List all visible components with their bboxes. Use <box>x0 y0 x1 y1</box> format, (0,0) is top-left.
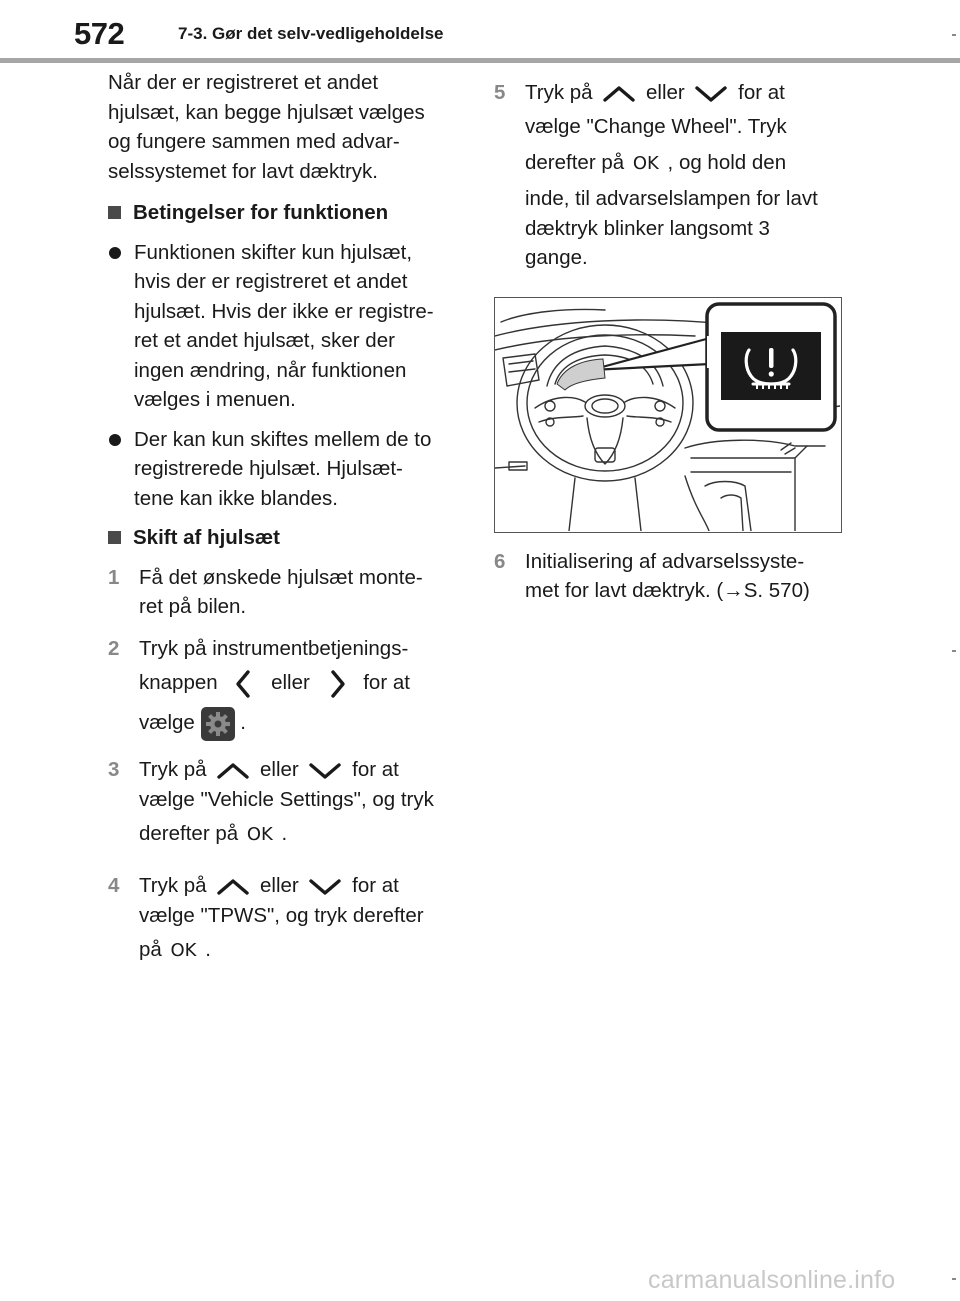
step-3 <box>108 755 460 855</box>
step-text: Tryk på <box>139 874 207 897</box>
step-number: 1 <box>108 565 120 589</box>
step-line: dæktryk blinker langsomt 3 <box>525 216 770 240</box>
step-line: Initialisering af advarselssyste- <box>525 549 805 573</box>
step-1 <box>108 563 460 622</box>
chevron-down-icon <box>304 760 346 782</box>
chevron-right-icon <box>316 669 358 699</box>
step-line: inde, til advarselslampen for lavt <box>525 187 818 210</box>
step-text: knappen <box>139 671 218 694</box>
ok-button-label: OK <box>246 824 273 845</box>
step-line <box>139 703 460 743</box>
bullet-line: Funktionen skifter kun hjulsæt, <box>134 240 413 264</box>
intro-line: hjulsæt, kan begge hjulsæt vælges <box>108 100 425 124</box>
chevron-up-icon <box>212 760 254 782</box>
step-text: eller <box>646 81 685 104</box>
step-line <box>139 930 460 971</box>
bullet-dot-icon <box>109 434 121 446</box>
crop-mark <box>952 34 956 36</box>
left-column <box>108 68 460 983</box>
step-line: gange. <box>525 246 588 269</box>
step-line <box>525 143 846 184</box>
crop-mark <box>952 650 956 652</box>
tire-pressure-warning-icon <box>721 332 821 400</box>
subheading-conditions <box>108 198 460 228</box>
reference-arrow-icon: → <box>723 579 744 602</box>
step-5 <box>494 78 846 273</box>
bullet-line: vælges i menuen. <box>134 388 296 411</box>
step-4 <box>108 871 460 971</box>
step-line: ret på bilen. <box>139 595 247 618</box>
step-line <box>139 814 460 855</box>
step-line: Tryk på instrumentbetjenings- <box>139 636 409 660</box>
dashboard-illustration <box>494 297 842 533</box>
chevron-down-icon <box>690 83 732 105</box>
step-line: vælge "TPWS", og tryk derefter <box>139 903 424 927</box>
subheading-switch <box>108 523 460 553</box>
step-number: 4 <box>108 874 120 897</box>
bullet-dot-icon <box>109 247 121 259</box>
step-text: eller <box>260 874 299 897</box>
step-line <box>525 78 846 108</box>
step-line: vælge "Vehicle Settings", og tryk <box>139 787 434 811</box>
bullet-line: hvis der er registreret et andet <box>134 270 408 293</box>
intro-paragraph <box>108 68 460 186</box>
chevron-up-icon <box>212 876 254 898</box>
watermark: carmanualsonline.info <box>648 1266 896 1294</box>
ok-button-label: OK <box>170 940 197 961</box>
gear-icon <box>201 707 235 741</box>
step-line <box>139 871 460 901</box>
step-text: met for lavt dæktryk. ( <box>525 579 724 602</box>
step-line <box>139 663 460 703</box>
step-number: 6 <box>494 549 506 573</box>
step-text: . <box>281 822 288 845</box>
step-text: vælge <box>139 711 195 734</box>
intro-line: Når der er registreret et andet <box>108 71 379 94</box>
step-text: på <box>139 938 162 961</box>
bullet-line: ingen ændring, når funktionen <box>134 358 407 382</box>
step-text: derefter på <box>139 822 239 845</box>
header-rule <box>0 58 960 63</box>
step-text: for at <box>352 874 399 897</box>
step-text: Tryk på <box>139 758 207 781</box>
step-number: 2 <box>108 636 120 660</box>
step-line: Få det ønskede hjulsæt monte- <box>139 565 423 589</box>
step-text: eller <box>260 758 299 781</box>
step-text: S. 570) <box>743 579 810 602</box>
intro-line: og fungere sammen med advar- <box>108 130 400 153</box>
subheading-text: Betingelser for funktionen <box>133 201 389 224</box>
bullet-item <box>108 238 460 415</box>
step-text: eller <box>271 671 310 694</box>
bullet-line: ret et andet hjulsæt, sker der <box>134 329 395 352</box>
bullet-line: tene kan ikke blandes. <box>134 486 338 510</box>
bullet-line: registrerede hjulsæt. Hjulsæt- <box>134 457 403 480</box>
step-line <box>139 755 460 785</box>
step-text: for at <box>352 758 399 781</box>
step-number: 3 <box>108 758 120 781</box>
bullet-line: hjulsæt. Hvis der ikke er registre- <box>134 299 434 323</box>
step-text: . <box>240 711 246 734</box>
step-text: derefter på <box>525 151 625 174</box>
bullet-line: Der kan kun skiftes mellem de to <box>134 427 432 451</box>
step-line: vælge "Change Wheel". Tryk <box>525 114 787 138</box>
page-number: 572 <box>74 16 125 51</box>
chevron-left-icon <box>223 669 265 699</box>
step-text: Tryk på <box>525 81 593 104</box>
step-line <box>525 576 846 606</box>
step-2 <box>108 634 460 744</box>
section-title: 7-3. Gør det selv-vedligeholdelse <box>178 24 444 43</box>
intro-line: selssystemet for lavt dæktryk. <box>108 159 378 183</box>
step-number: 5 <box>494 81 506 104</box>
step-text: . <box>205 938 211 961</box>
bullet-item <box>108 425 460 514</box>
steering-wheel-drawing <box>495 298 840 531</box>
square-bullet-icon <box>108 206 121 219</box>
step-text: for at <box>738 81 785 104</box>
crop-mark <box>952 1278 956 1280</box>
chevron-down-icon <box>304 876 346 898</box>
step-6 <box>494 547 846 606</box>
ok-button-label: OK <box>632 153 659 174</box>
chevron-up-icon <box>598 83 640 105</box>
step-text: for at <box>363 671 410 694</box>
subheading-text: Skift af hjulsæt <box>133 526 280 549</box>
square-bullet-icon <box>108 531 121 544</box>
step-text: , og hold den <box>667 151 787 174</box>
